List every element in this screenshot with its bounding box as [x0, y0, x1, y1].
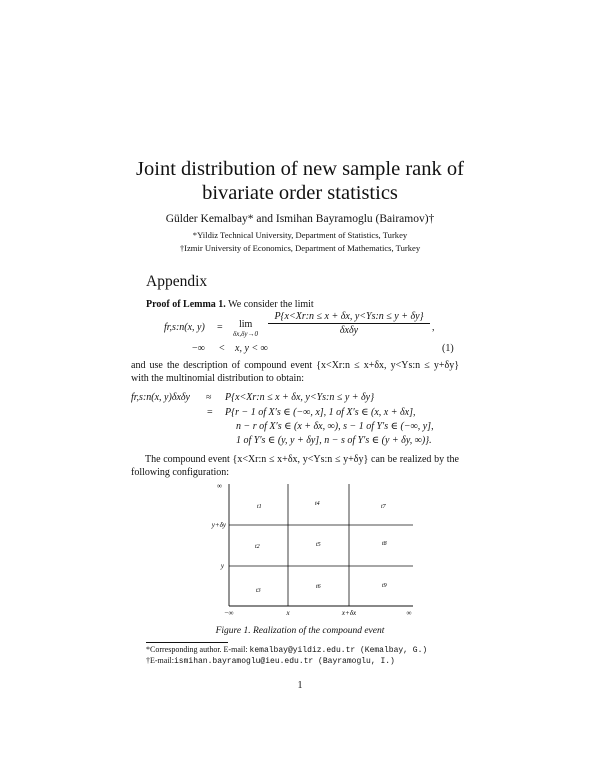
- section-heading: Appendix: [146, 273, 208, 290]
- cell-label: t7: [381, 504, 386, 510]
- footnote-rule: [146, 642, 228, 643]
- eq2-line-1: P{x<Xr:n ≤ x + δx, y<Ys:n ≤ y + δy}: [225, 392, 375, 403]
- y-tick-y-plus-delta: y+δy: [211, 521, 226, 529]
- affiliation-1: *Yildiz Technical University, Department of Statistics, Turkey: [192, 230, 408, 240]
- paper-title-line-2: bivariate order statistics: [202, 182, 398, 204]
- footnote-2-label: †E-mail:: [146, 656, 174, 665]
- eq1-denominator: δxδy: [339, 325, 359, 336]
- eq1-lim-subscript: δx,δy→0: [233, 330, 258, 338]
- cell-label: t5: [316, 542, 321, 548]
- footnote-1-email[interactable]: kemalbay@yildiz.edu.tr: [249, 646, 356, 655]
- eq1-lhs-2: −∞: [192, 343, 205, 354]
- cell-label: t3: [256, 588, 261, 594]
- eq1-rel-2: <: [219, 343, 225, 354]
- eq2-rel-2: =: [207, 407, 213, 418]
- cell-label: t8: [382, 541, 387, 547]
- eq2-line-2: P{r − 1 of X′s ∈ (−∞, x], 1 of X′s ∈ (x, x + δx],: [225, 407, 416, 418]
- cell-label: t2: [255, 544, 260, 550]
- eq1-lim: lim: [239, 319, 253, 330]
- footnote-2-email[interactable]: ismihan.bayramoglu@ieu.edu.tr: [174, 657, 314, 666]
- author-list: Gülder Kemalbay* and Ismihan Bayramoglu (Bairamov)†: [165, 213, 435, 225]
- footnote-1: [146, 645, 427, 656]
- proof-intro: [146, 298, 314, 311]
- eq2-line-3: n − r of X′s ∈ (x + δx, ∞), s − 1 of Y′s ∈ (−∞, y],: [236, 421, 434, 432]
- compound-event-figure: [195, 478, 425, 618]
- eq1-rel-1: =: [217, 322, 223, 333]
- x-tick-x-plus-delta: x+δx: [341, 609, 357, 617]
- eq1-fraction-bar: [268, 323, 430, 324]
- x-tick-infinity: ∞: [406, 609, 412, 617]
- x-tick-x: x: [286, 609, 290, 617]
- footnote-1-label: *Corresponding author. E-mail:: [146, 645, 250, 654]
- paper-title-line-1: Joint distribution of new sample rank of: [136, 158, 464, 180]
- eq1-rhs-2: x, y < ∞: [235, 343, 268, 354]
- figure-caption: Figure 1. Realization of the compound event: [215, 626, 385, 636]
- proof-label: Proof of Lemma 1.: [146, 299, 226, 310]
- page-number: 1: [297, 680, 303, 691]
- eq2-rel-1: ≈: [206, 392, 212, 403]
- footnote-2-rest: (Bayramoglu, I.): [313, 657, 395, 666]
- proof-intro-text: We consider the limit: [228, 299, 314, 310]
- eq2-lhs: fr,s:n(x, y)δxδy: [131, 392, 190, 403]
- x-tick-neg-infinity: −∞: [224, 609, 234, 617]
- eq1-number: (1): [442, 343, 454, 354]
- eq2-line-4: 1 of Y′s ∈ (y, y + δy], n − s of Y′s ∈ (y + δy, ∞)}.: [236, 435, 432, 446]
- paragraph-configuration: The compound event {x<Xr:n ≤ x+δx, y<Ys:n ≤ y+δy} can be realized by the following configuration:: [131, 454, 459, 478]
- cell-label: t4: [315, 501, 320, 507]
- footnote-1-rest: (Kemalbay, G.): [355, 646, 428, 655]
- affiliation-2: †Izmir University of Economics, Department of Mathematics, Turkey: [179, 243, 421, 253]
- cell-label: t1: [257, 504, 262, 510]
- y-tick-infinity: ∞: [217, 482, 222, 490]
- footnote-2: [146, 656, 395, 667]
- y-tick-y: y: [220, 562, 224, 570]
- cell-label: t6: [316, 584, 321, 590]
- eq1-fraction: [268, 311, 430, 336]
- paragraph-compound-event: and use the description of compound event {x<Xr:n ≤ x+δx, y<Ys:n ≤ y+δy} with the multinomial distribution to obtain:: [131, 360, 459, 384]
- eq1-numerator: P{x<Xr:n ≤ x + δx, y<Ys:n ≤ y + δy}: [274, 311, 424, 322]
- eq1-lhs: fr,s:n(x, y): [164, 322, 205, 333]
- cell-label: t9: [382, 583, 387, 589]
